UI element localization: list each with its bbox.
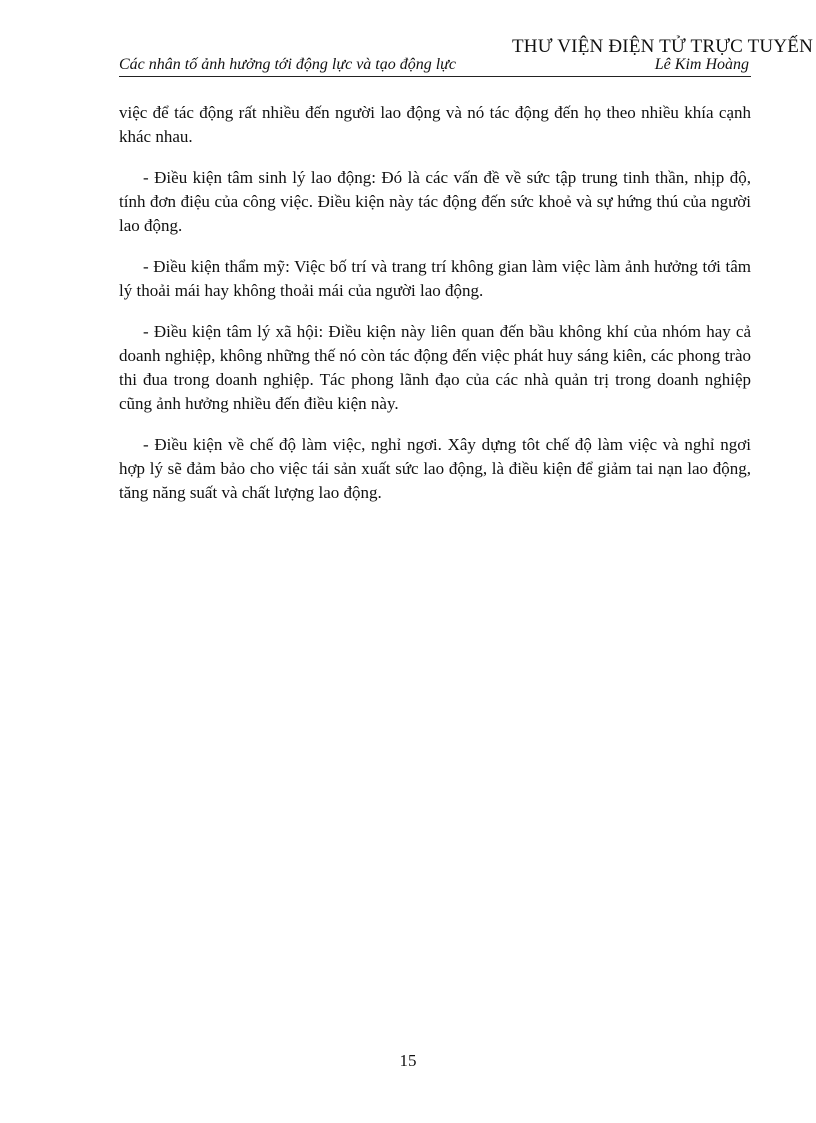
- page-body: [119, 101, 751, 522]
- paragraph-continuation: việc để tác động rất nhiều đến người lao động và nó tác động đến họ theo nhiều khía cạnh khác nhau.: [119, 103, 751, 146]
- page-number: 15: [399, 1051, 417, 1070]
- paragraph-socio-psychological-conditions: - Điều kiện tâm lý xã hội: Điều kiện này liên quan đến bầu không khí của nhóm hay cả doanh nghiệp, không những thế nó còn tác động đến việc phát huy sáng kiên, các phong trào thi đua trong doanh nghiệp. Tác phong lãnh đạo của các nhà quản trị trong doanh nghiệp cũng ảnh hưởng nhiều đến điều kiện này.: [119, 322, 751, 413]
- paragraph-work-rest-regime: - Điều kiện về chế độ làm việc, nghỉ ngơi. Xây dựng tôt chế độ làm việc và nghỉ ngơi hợp lý sẽ đảm bảo cho việc tái sản xuất sức lao động, là điều kiện để giảm tai nạn lao động, tăng năng suất và chất lượng lao động.: [119, 435, 751, 502]
- author-name: Lê Kim Hoàng: [654, 56, 749, 73]
- paragraph-aesthetic-conditions: - Điều kiện thẩm mỹ: Việc bố trí và trang trí không gian làm việc làm ảnh hưởng tới tâm lý thoải mái hay không thoải mái của người lao động.: [119, 257, 751, 300]
- paragraph-psychophysiological-conditions: - Điều kiện tâm sinh lý lao động: Đó là các vấn đề về sức tập trung tinh thần, nhịp độ, tính đơn điệu của công việc. Điều kiện này tác động đến sức khoẻ và sự hứng thú của người lao động.: [119, 168, 751, 235]
- library-watermark: THƯ VIỆN ĐIỆN TỬ TRỰC TUYẾN: [511, 36, 813, 57]
- running-header: [119, 56, 751, 77]
- document-title: Các nhân tố ảnh hưởng tới động lực và tạo động lực: [119, 56, 457, 73]
